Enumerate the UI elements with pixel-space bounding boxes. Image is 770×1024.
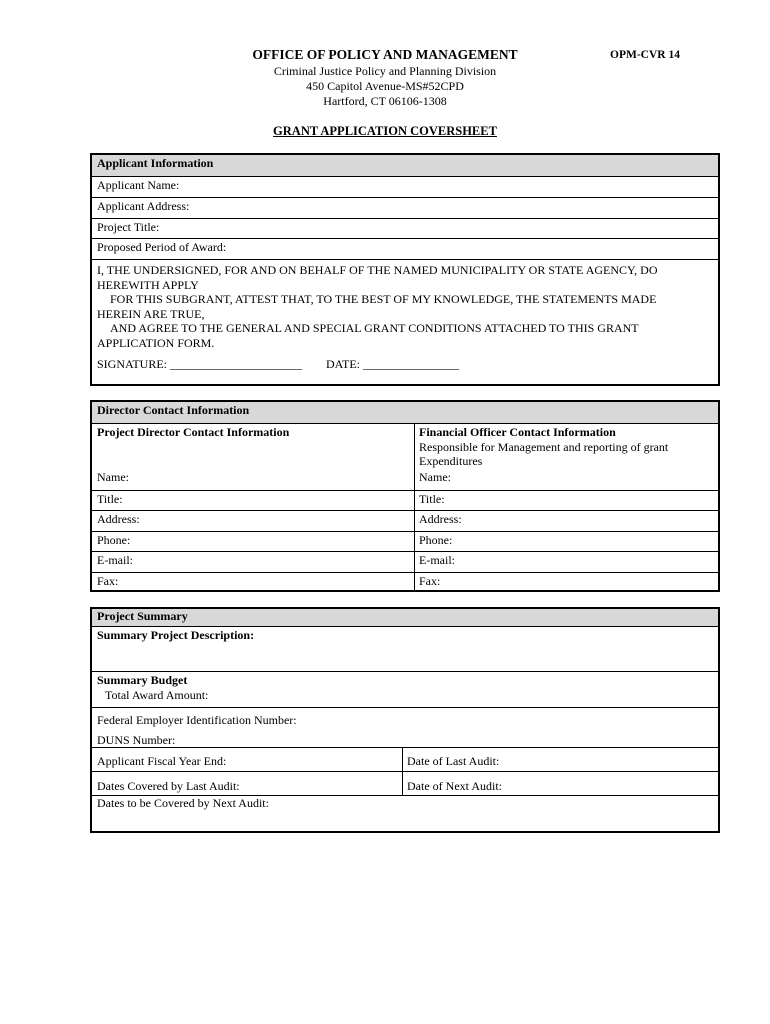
attestation-block [92,259,718,384]
next-covered-label: Dates to be Covered by Next Audit: [97,796,269,810]
audit-row-2 [92,771,718,795]
address-line-1: 450 Capitol Avenue-MS#52CPD [306,79,464,93]
next-covered-field[interactable] [92,795,718,831]
form-code: OPM-CVR 14 [610,49,680,61]
project-description-label: Summary Project Description: [97,628,255,642]
financial-officer-sub-1: Responsible for Management and reporting of grant [419,439,669,454]
director-phone-field[interactable]: Phone: [97,533,131,547]
project-summary-heading: Project Summary [92,609,718,626]
contact-column-headings [92,423,718,469]
attest-line-4: HEREIN ARE TRUE, [97,306,205,321]
division-name: Criminal Justice Policy and Planning Division [273,64,497,78]
officer-fax-field[interactable]: Fax: [419,574,441,588]
last-audit-field[interactable]: Date of Last Audit: [407,754,500,768]
attest-line-5: AND AGREE TO THE GENERAL AND SPECIAL GRANT CONDITIONS ATTACHED TO THIS GRANT [110,321,639,335]
applicant-name-label: Applicant Name: [97,178,180,192]
project-description-field[interactable] [92,626,718,671]
officer-title-field[interactable]: Title: [419,492,445,506]
applicant-name-field[interactable] [92,176,718,197]
contact-row-fax [92,572,718,590]
project-director-heading: Project Director Contact Information [97,425,290,439]
contact-row-phone [92,531,718,551]
fein-field[interactable]: Federal Employer Identification Number: [97,713,297,727]
applicant-address-label: Applicant Address: [97,199,190,213]
director-fax-field[interactable]: Fax: [97,574,119,588]
dates-covered-field[interactable]: Dates Covered by Last Audit: [97,779,240,793]
officer-address-field[interactable]: Address: [419,512,462,526]
signature-line [97,357,713,372]
applicant-heading: Applicant Information [92,155,718,176]
financial-officer-sub-2: Expenditures [419,454,483,468]
director-contact-section [90,400,720,592]
award-period-field[interactable] [92,238,718,259]
officer-name-field[interactable]: Name: [419,470,451,484]
director-email-field[interactable]: E-mail: [97,553,133,567]
total-award-label: Total Award Amount: [105,688,209,702]
applicant-address-field[interactable] [92,197,718,218]
address-line-2: Hartford, CT 06106-1308 [323,94,447,108]
director-address-field[interactable]: Address: [97,512,140,526]
attest-line-6: APPLICATION FORM. [97,335,215,350]
attest-line-1: I, THE UNDERSIGNED, FOR AND ON BEHALF OF THE NAMED MUNICIPALITY OR STATE AGENCY, DO [97,263,658,277]
project-title-field[interactable] [92,218,718,238]
officer-email-field[interactable]: E-mail: [419,553,455,567]
contact-row-email [92,551,718,572]
director-heading: Director Contact Information [92,402,718,423]
contact-row-title [92,490,718,510]
date-label[interactable]: DATE: ________________ [326,357,460,371]
financial-officer-title: Financial Officer Contact Information [419,425,616,439]
contact-row-address [92,510,718,531]
project-title-label: Project Title: [97,220,160,234]
award-period-label: Proposed Period of Award: [97,240,227,254]
fiscal-year-end-field[interactable]: Applicant Fiscal Year End: [97,754,227,768]
form-title: GRANT APPLICATION COVERSHEET [273,124,497,138]
director-title-field[interactable]: Title: [97,492,123,506]
summary-budget-field[interactable] [92,671,718,707]
signature-label[interactable]: SIGNATURE: ______________________ [97,357,303,371]
project-summary-section [90,607,720,833]
duns-field[interactable]: DUNS Number: [97,733,176,747]
next-audit-field[interactable]: Date of Next Audit: [407,779,502,793]
office-title: OFFICE OF POLICY AND MANAGEMENT [252,47,518,62]
financial-officer-heading [414,424,718,469]
attest-line-3: FOR THIS SUBGRANT, ATTEST THAT, TO THE BEST OF MY KNOWLEDGE, THE STATEMENTS MADE [110,292,657,306]
federal-id-block [92,707,718,747]
summary-budget-label: Summary Budget [97,673,188,687]
audit-row-1 [92,747,718,771]
contact-row-name [92,469,718,490]
applicant-information-section [90,153,720,386]
attest-line-2: HEREWITH APPLY [97,277,199,292]
officer-phone-field[interactable]: Phone: [419,533,453,547]
director-name-field[interactable]: Name: [97,470,129,484]
